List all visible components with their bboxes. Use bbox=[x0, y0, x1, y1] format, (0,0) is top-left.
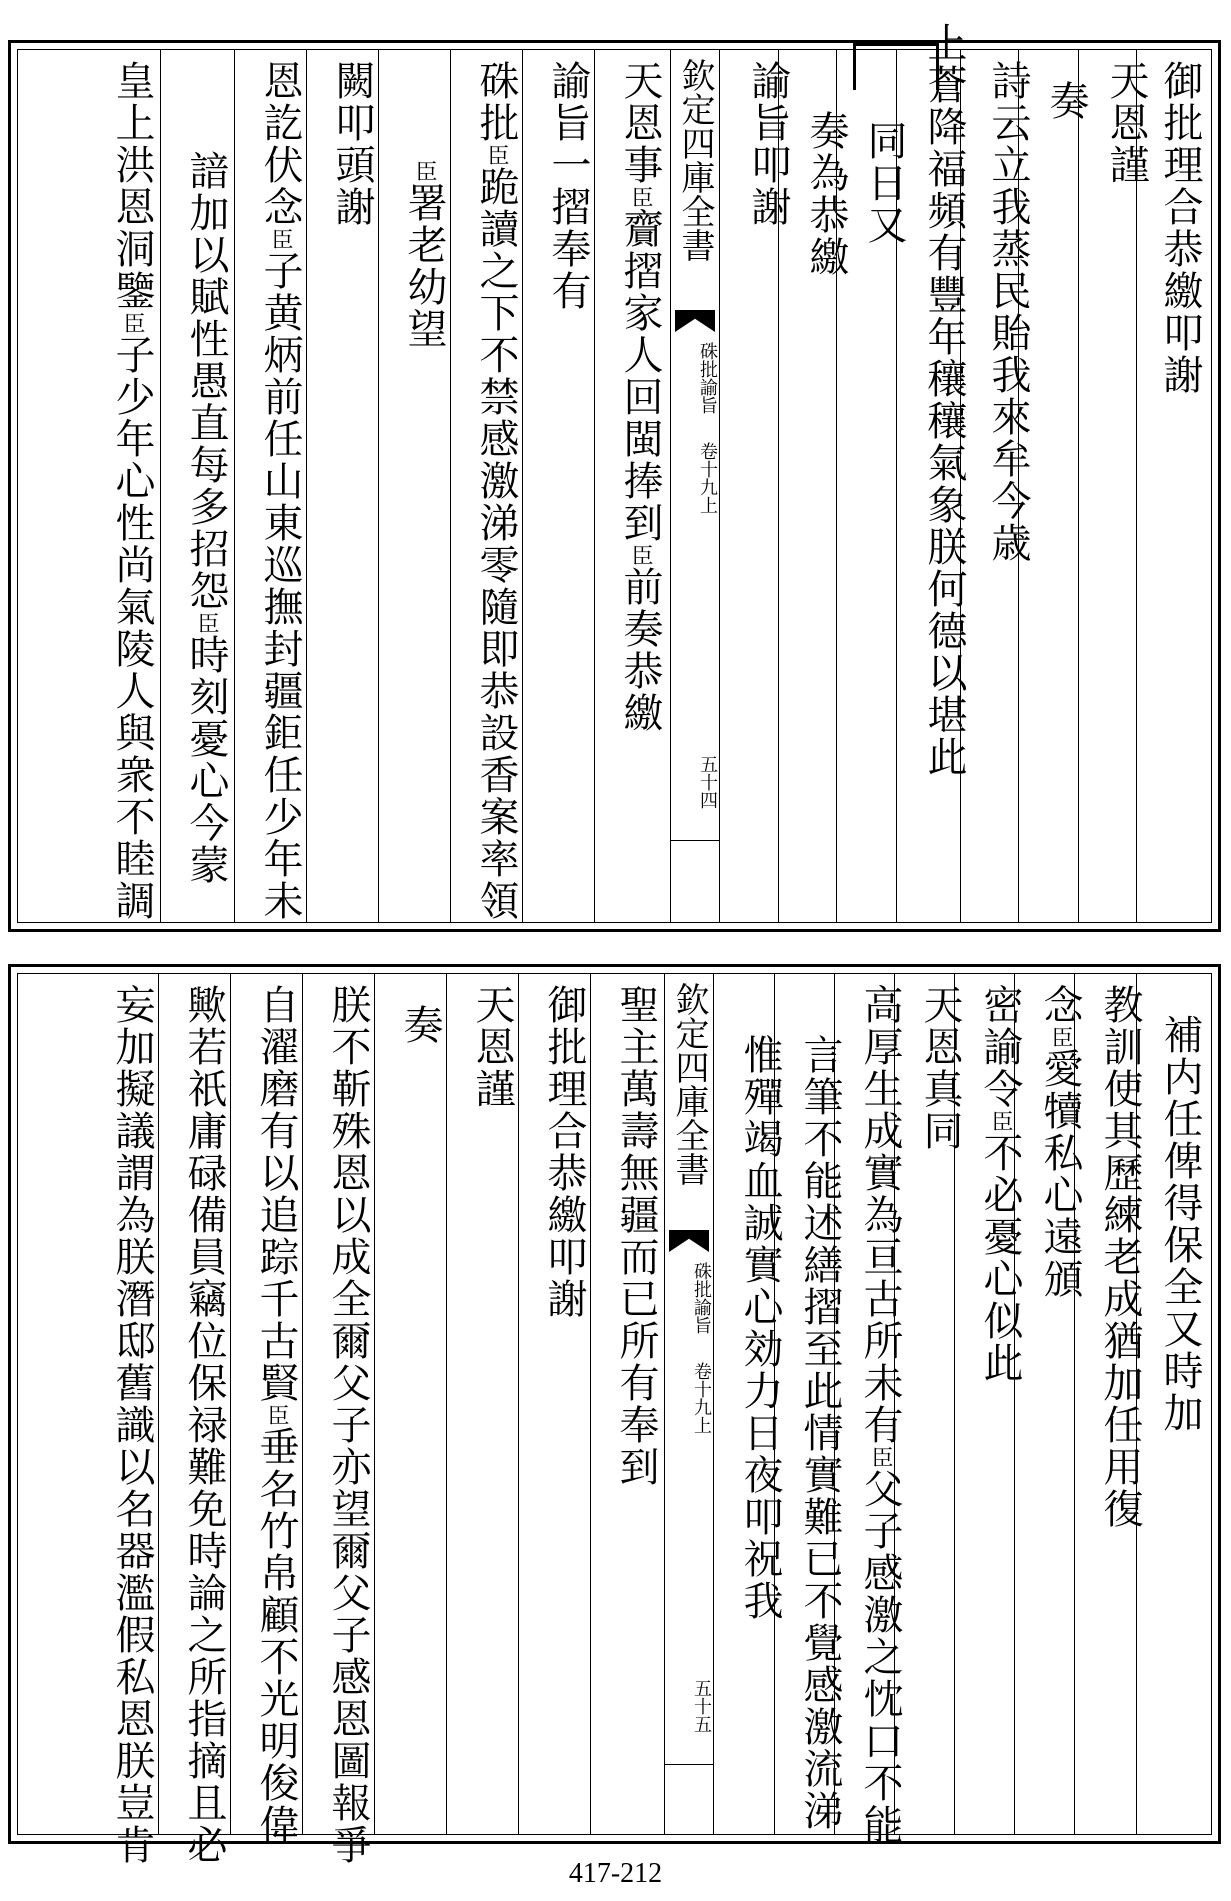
top-page bbox=[8, 22, 1221, 932]
text-column: 皇上洪恩洞鑒臣子少年心性尚氣陵人與衆不睦調 bbox=[109, 60, 155, 922]
text-column: 御批理合恭繳叩謝 bbox=[541, 984, 587, 1320]
text-column: 諳加以賦性愚直每多招怨臣時刻憂心今蒙 bbox=[183, 150, 229, 886]
text-column: 奏 bbox=[1043, 80, 1089, 122]
fish-tail-mark bbox=[675, 310, 715, 332]
volume-label: 卷十九上 bbox=[691, 1362, 712, 1434]
text-column: 天恩事臣齎摺家人回閩捧到臣前奏恭繳 bbox=[617, 60, 663, 734]
page-number: 五十五 bbox=[691, 1679, 712, 1733]
bottom-page bbox=[8, 964, 1221, 1866]
text-column: 天恩謹 bbox=[469, 984, 515, 1110]
text-column: 同日又 bbox=[861, 120, 907, 246]
text-column: 補内任俾得保全又時加 bbox=[1157, 1014, 1203, 1434]
book-subtitle: 硃批諭旨 bbox=[691, 1262, 712, 1334]
text-column: 高厚生成實為亘古所未有臣父子感激之忱口不能 bbox=[857, 984, 903, 1846]
book-subtitle: 硃批諭旨 bbox=[697, 342, 718, 414]
text-column: 天恩真同 bbox=[917, 984, 963, 1152]
text-column: 歟若祇庸碌備員竊位保禄難免時論之所指摘且必 bbox=[181, 984, 227, 1866]
text-column: 詩云立我蒸民貽我來牟今歳 bbox=[985, 60, 1031, 564]
text-column: 闕叩頭謝 bbox=[329, 60, 375, 228]
text-column: 天恩謹 bbox=[1103, 60, 1149, 186]
fish-tail-mark bbox=[669, 1230, 709, 1252]
text-column: 教訓使其歷練老成猶加任用復 bbox=[1097, 984, 1143, 1530]
text-column: 朕不靳殊恩以成全爾父子亦望爾父子感恩圖報爭 bbox=[325, 984, 371, 1866]
top-page-frame bbox=[17, 22, 1212, 923]
text-column: 諭旨一摺奉有 bbox=[545, 60, 591, 312]
text-column: 奏 bbox=[397, 1004, 443, 1046]
book-title: 欽定四庫全書 bbox=[669, 982, 709, 1186]
book-title: 欽定四庫全書 bbox=[675, 58, 715, 262]
volume-label: 卷十九上 bbox=[697, 442, 718, 514]
text-column: 諭旨叩謝 bbox=[745, 60, 791, 228]
page-number: 五十四 bbox=[697, 755, 718, 809]
text-column: 御批理合恭繳叩謝 bbox=[1157, 60, 1203, 396]
text-column: 奏為恭繳 bbox=[803, 110, 849, 278]
text-column: 自濯磨有以追踪千古賢臣垂名竹帛顧不光明俊偉 bbox=[253, 984, 299, 1846]
text-column: 硃批臣跪讀之下不禁感激涕零隨即恭設香案率領 bbox=[473, 60, 519, 922]
text-column: 言筆不能述繕摺至此情實難已不覺感激流涕 bbox=[797, 1034, 843, 1832]
text-column: 念臣愛犢私心遠頒 bbox=[1037, 984, 1083, 1300]
text-column: 密諭令臣不必憂心似此 bbox=[977, 984, 1023, 1384]
text-column: 上蒼降福頻有豐年穰穰氣象朕何德以堪此 bbox=[921, 22, 967, 778]
text-column: 恩訖伏念臣子黄炳前任山東巡撫封疆鉅任少年未 bbox=[257, 60, 303, 922]
text-column: 妄加擬議謂為朕潛邸舊識以名器濫假私恩朕豈肯 bbox=[109, 984, 155, 1866]
bottom-page-frame bbox=[17, 973, 1212, 1866]
center-fold-column bbox=[664, 974, 714, 1834]
text-column: 臣署老幼望 bbox=[401, 160, 447, 350]
center-fold-column bbox=[670, 50, 720, 922]
text-column: 惟殫竭血誠實心効力日夜叩祝我 bbox=[737, 1034, 783, 1622]
page-reference-number: 417-212 bbox=[568, 1858, 663, 1889]
text-column: 聖主萬壽無疆而已所有奉到 bbox=[613, 984, 659, 1488]
